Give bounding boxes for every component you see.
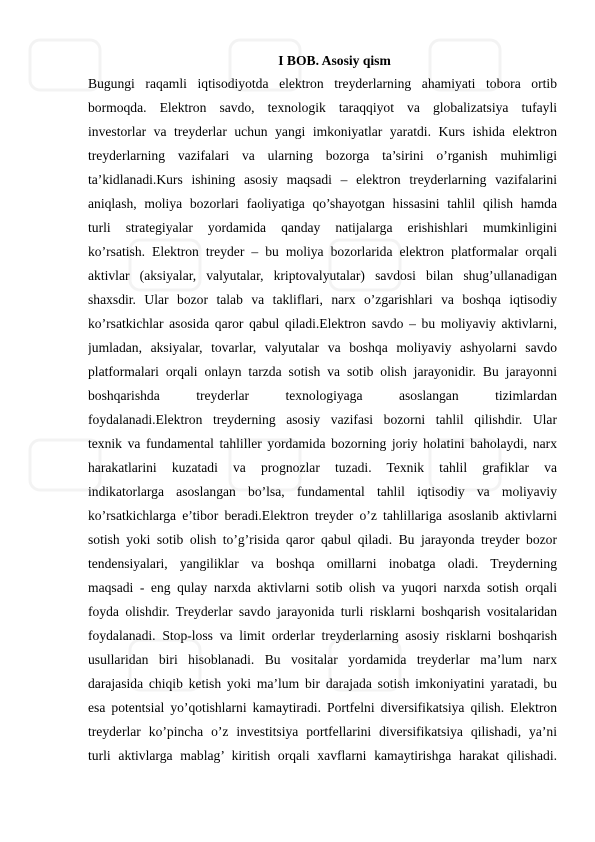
text-line: turli aktivlarga mablag’ kiritish orqali xavflarni kamaytirishga harakat qilishadi. [88, 748, 557, 763]
text-line: Bugungi raqamli iqtisodiyotda elektron treyderlarning ahamiyati tobora ortib [88, 76, 557, 91]
section-heading: I BOB. Asosiy qism [278, 53, 391, 68]
text-line: maqsadi - eng qulay narxda aktivlarni sotib olish va yuqori narxda sotish orqali [88, 580, 557, 595]
text-line: tendensiyalari, yangiliklar va boshqa omillarni inobatga oladi. Treyderning [88, 556, 557, 571]
text-line: ko’rsatish. Elektron treyder – bu moliya bozorlarida elektron platformalar orqali [88, 244, 557, 259]
text-line: turli strategiyalar yordamida qanday natijalarga erishishlari mumkinligini [88, 220, 557, 235]
text-line: shaxsdir. Ular bozor talab va takliflari, narx o’zgarishlari va boshqa iqtisodiy [88, 292, 557, 307]
text-line: foyda olishdir. Treyderlar savdo jarayonida turli risklarni boshqarish vositalaridan [88, 604, 557, 619]
text-line: boshqarishda treyderlar texnologiyaga asoslangan tizimlardan [88, 388, 557, 403]
text-line: sotish yoki sotib olish to’g’risida qaror qabul qiladi. Bu jarayonda treyder bozor [88, 532, 557, 547]
document-page [88, 52, 557, 768]
text-line: ko’rsatkichlarga e’tibor beradi.Elektron treyder o’z tahlillariga asoslanib aktivlarni [88, 508, 557, 523]
text-line: aktivlar (aksiyalar, valyutalar, kriptovalyutalar) savdosi bilan shug’ullanadigan [88, 268, 557, 283]
body-paragraph [88, 72, 557, 768]
text-line: bormoqda. Elektron savdo, texnologik taraqqiyot va globalizatsiya tufayli [88, 100, 557, 115]
text-line: foydalanadi.Elektron treyderning asosiy vazifasi bozorni tahlil qilishdir. Ular [88, 412, 557, 427]
text-line: foydalanadi. Stop-loss va limit orderlar treyderlarning asosiy risklarni boshqarish [88, 628, 557, 643]
text-line: indikatorlarga asoslangan bo’lsa, fundamental tahlil iqtisodiy va moliyaviy [88, 484, 557, 499]
text-line: jumladan, aksiyalar, tovarlar, valyutalar va boshqa moliyaviy ashyolarni savdo [88, 340, 557, 355]
text-line: treyderlarning vazifalari va ularning bozorga ta’sirini o’rganish muhimligi [88, 148, 557, 163]
text-line: ta’kidlanadi.Kurs ishining asosiy maqsadi – elektron treyderlarning vazifalarini [88, 172, 557, 187]
text-line: treyderlar ko’pincha o’z investitsiya portfellarini diversifikatsiya qilishadi, ya’ni [88, 724, 557, 739]
text-line: aniqlash, moliya bozorlari faoliyatiga qo’shayotgan hissasini tahlil qilish hamda [88, 196, 557, 211]
text-line: harakatlarini kuzatadi va prognozlar tuzadi. Texnik tahlil grafiklar va [88, 460, 557, 475]
text-line: usullaridan biri hisoblanadi. Bu vositalar yordamida treyderlar ma’lum narx [88, 652, 557, 667]
text-line: platformalari orqali onlayn tarzda sotish va sotib olish jarayonidir. Bu jarayonni [88, 364, 557, 379]
text-line: ko’rsatkichlar asosida qaror qabul qiladi.Elektron savdo – bu moliyaviy aktivlarni, [88, 316, 557, 331]
text-line: investorlar va treyderlar uchun yangi imkoniyatlar yaratdi. Kurs ishida elektron [88, 124, 557, 139]
text-line: darajasida chiqib ketish yoki ma’lum bir darajada sotish imkoniyatini yaratadi, bu [88, 676, 557, 691]
text-line: texnik va fundamental tahliller yordamida bozorning joriy holatini baholaydi, narx [88, 436, 557, 451]
text-line: esa potentsial yo’qotishlarni kamaytiradi. Portfelni diversifikatsiya qilish. Elektron [88, 700, 557, 715]
